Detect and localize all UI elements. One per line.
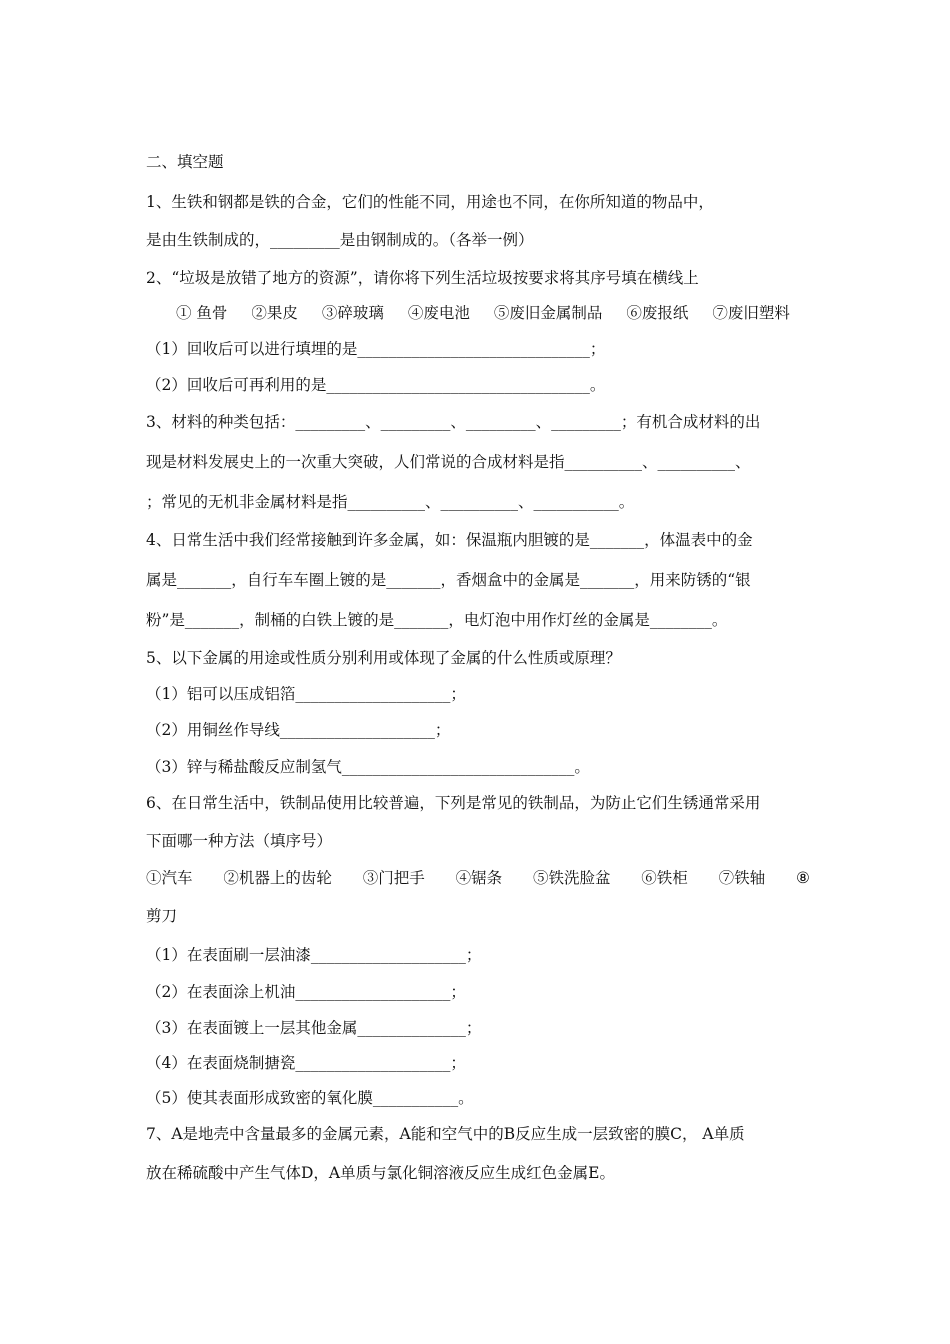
option: ④废电池	[407, 304, 470, 322]
option: ③碎玻璃	[321, 304, 384, 322]
option: ⑥铁柜	[641, 869, 688, 887]
question-2-sub-2: （2）回收后可再利用的是__________________________________。	[146, 376, 606, 394]
question-6-sub-5: （5）使其表面形成致密的氧化膜___________。	[146, 1089, 474, 1107]
question-5-stem: 5、以下金属的用途或性质分别利用或体现了金属的什么性质或原理？	[146, 649, 621, 667]
question-4-line-1: 4、日常生活中我们经常接触到许多金属，如：保温瓶内胆镀的是_______，体温表中的金	[146, 531, 753, 549]
option: ②机器上的齿轮	[223, 869, 332, 887]
question-3-line-2: 现是材料发展史上的一次重大突破，人们常说的合成材料是指__________、__________、	[146, 453, 751, 471]
question-4-line-2: 属是_______，自行车车圈上镀的是_______，香烟盒中的金属是_______，用来防锈的“银	[146, 571, 751, 589]
question-7-line-1: 7、A是地壳中含量最多的金属元素，A能和空气中的B反应生成一层致密的膜C， A单质	[146, 1125, 745, 1143]
question-3-line-1: 3、材料的种类包括：_________、_________、_________、_________；有机合成材料的出	[146, 413, 761, 431]
question-6-sub-4: （4）在表面烧制搪瓷____________________；	[146, 1054, 466, 1072]
question-6-options	[146, 868, 810, 888]
option: ③门把手	[362, 869, 425, 887]
question-6-options-continued: 剪刀	[146, 907, 178, 925]
option: ⑤铁洗脸盆	[532, 869, 611, 887]
option: ⑤废旧金属制品	[493, 304, 603, 322]
question-6-line-2: 下面哪一种方法（填序号）	[146, 832, 333, 850]
option: ⑥废报纸	[626, 304, 689, 322]
question-1-line-1: 1、生铁和钢都是铁的合金，它们的性能不同，用途也不同，在你所知道的物品中，	[146, 193, 714, 211]
question-2-sub-1: （1）回收后可以进行填埋的是______________________________；	[146, 340, 606, 358]
question-4-line-3: 粉”是_______，制桶的白铁上镀的是_______，电灯泡中用作灯丝的金属是________。	[146, 611, 728, 629]
question-6-sub-1: （1）在表面刷一层油漆____________________；	[146, 946, 482, 964]
option: ① 鱼骨	[176, 304, 228, 322]
question-5-sub-1: （1）铝可以压成铝箔____________________；	[146, 685, 466, 703]
option: ④锯条	[455, 869, 503, 887]
option: ②果皮	[251, 304, 298, 322]
question-6-sub-2: （2）在表面涂上机油____________________；	[146, 983, 466, 1001]
question-3-line-3: ；常见的无机非金属材料是指__________、__________、___________。	[146, 493, 635, 511]
question-5-sub-2: （2）用铜丝作导线____________________；	[146, 721, 451, 739]
question-2-options	[176, 303, 790, 323]
question-6-line-1: 6、在日常生活中，铁制品使用比较普遍，下列是常见的铁制品，为防止它们生锈通常采用	[146, 794, 761, 812]
question-6-sub-3: （3）在表面镀上一层其他金属______________；	[146, 1019, 482, 1037]
question-5-sub-3: （3）锌与稀盐酸反应制氢气______________________________。	[146, 758, 590, 776]
option: ①汽车	[146, 869, 193, 887]
question-7-line-2: 放在稀硫酸中产生气体D，A单质与氯化铜溶液反应生成红色金属E。	[146, 1164, 615, 1182]
section-title: 二、填空题	[146, 153, 224, 171]
option: ⑦铁轴	[718, 869, 766, 887]
question-2-stem: 2、“垃圾是放错了地方的资源”，请你将下列生活垃圾按要求将其序号填在横线上	[146, 269, 699, 287]
question-1-line-2: 是由生铁制成的，_________是由钢制成的。（各举一例）	[146, 231, 534, 249]
option: ⑦废旧塑料	[712, 304, 790, 322]
option: ⑧	[796, 869, 810, 887]
